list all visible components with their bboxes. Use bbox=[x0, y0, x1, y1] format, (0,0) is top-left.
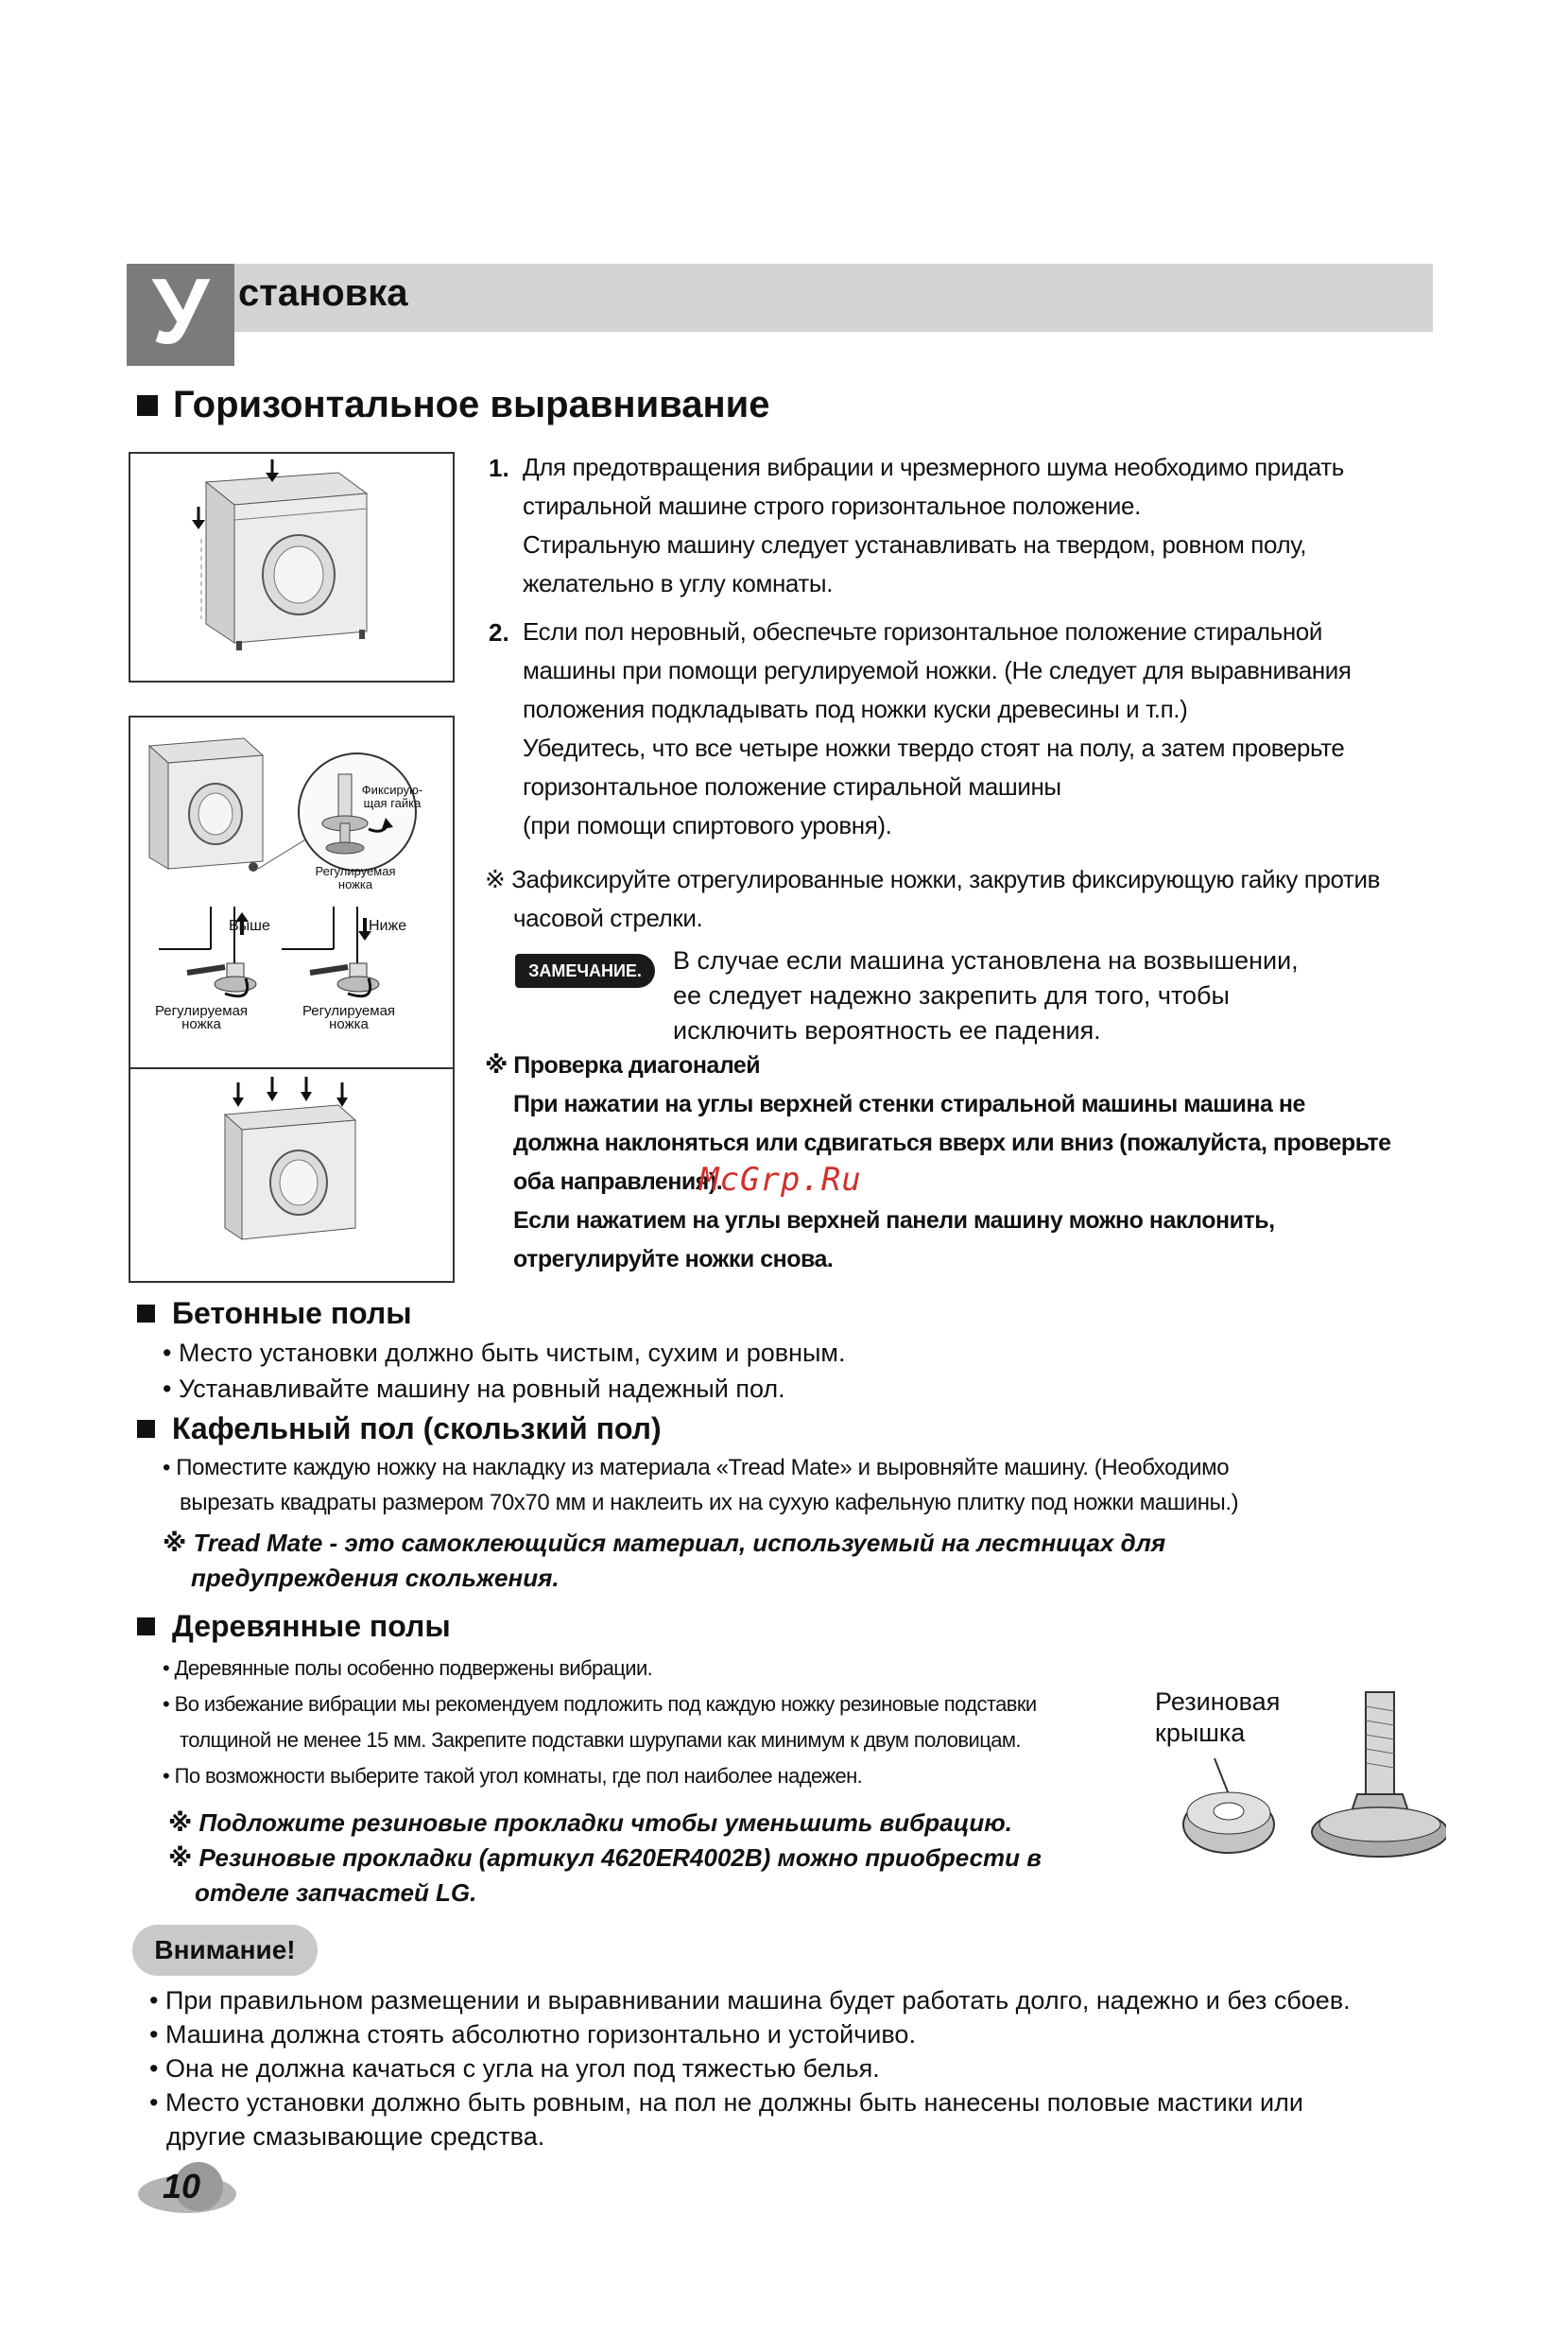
attention-list bbox=[149, 1983, 1351, 2153]
list-item: • Место установки должно быть ровным, на пол не должны быть нанесены половые мастики или bbox=[149, 2088, 1303, 2117]
text-line: ее следует надежно закрепить для того, чтобы bbox=[673, 981, 1230, 1010]
higher-label: Выше bbox=[229, 918, 270, 934]
text-line: Если нажатием на углы верхней панели машину можно наклонить, bbox=[513, 1207, 1275, 1234]
section-title-text: Деревянные полы bbox=[172, 1609, 451, 1643]
adjustable-foot-label-right: Регулируемая ножка bbox=[302, 1003, 396, 1032]
square-bullet-icon bbox=[137, 1420, 155, 1438]
step-1-text bbox=[523, 448, 1344, 603]
watermark: McGrp.Ru bbox=[699, 1161, 862, 1199]
fix-note bbox=[485, 860, 1380, 938]
concrete-list bbox=[163, 1335, 846, 1407]
text-line: должна наклоняться или сдвигаться вверх или вниз (пожалуйста, проверьте bbox=[513, 1130, 1391, 1156]
section-title-text: Кафельный пол (скользкий пол) bbox=[172, 1411, 662, 1445]
text-line: положения подкладывать под ножки куски древесины и т.п.) bbox=[523, 695, 1188, 723]
text-line: крышка bbox=[1155, 1719, 1246, 1747]
text-line: Для предотвращения вибрации и чрезмерного шума необходимо придать bbox=[523, 453, 1344, 481]
square-bullet-icon bbox=[137, 395, 158, 416]
text-line: Если пол неровный, обеспечьте горизонтальное положение стиральной bbox=[523, 617, 1322, 646]
text-line: исключить вероятность ее падения. bbox=[673, 1016, 1101, 1045]
note-badge: ЗАМЕЧАНИЕ. bbox=[515, 954, 655, 988]
header-initial-letter: У bbox=[127, 264, 234, 366]
section-tile-floor bbox=[137, 1411, 662, 1446]
text-line: стиральной машине строго горизонтальное положение. bbox=[523, 492, 1141, 520]
note-text bbox=[673, 943, 1299, 1048]
list-item: • При правильном размещении и выравнивании машина будет работать долго, надежно и без сбоев. bbox=[149, 1986, 1351, 2015]
text-line: ※ Подложите резиновые прокладки чтобы уменьшить вибрацию. bbox=[168, 1808, 1012, 1837]
list-item: • Она не должна качаться с угла на угол под тяжестью белья. bbox=[149, 2054, 880, 2083]
figure-washer-level bbox=[129, 452, 455, 683]
wood-note bbox=[168, 1806, 1042, 1911]
text-line: ※ Tread Mate - это самоклеющийся материал, используемый на лестницах для bbox=[163, 1529, 1166, 1557]
section-title-text: Бетонные полы bbox=[172, 1296, 412, 1330]
text-line: желательно в углу комнаты. bbox=[523, 569, 834, 597]
text-line: оба направления). bbox=[513, 1168, 723, 1195]
tile-text bbox=[163, 1450, 1238, 1520]
text-line: Убедитесь, что все четыре ножки твердо стоят на полу, а затем проверьте bbox=[523, 734, 1345, 762]
lower-label: Ниже bbox=[369, 918, 407, 934]
text-line: машины при помощи регулируемой ножки. (Не следует для выравнивания bbox=[523, 656, 1352, 684]
rubber-cap-icon bbox=[1172, 1683, 1446, 1872]
text-line: • Во избежание вибрации мы рекомендуем подложить под каждую ножку резиновые подставки bbox=[163, 1692, 1037, 1716]
figure-divider bbox=[130, 1067, 453, 1069]
adjustable-foot-label-left: Регулируемая ножка bbox=[154, 1003, 249, 1032]
step-number: 2. bbox=[489, 618, 509, 647]
text-line: • По возможности выберите такой угол комнаты, где пол наиболее надежен. bbox=[163, 1764, 863, 1788]
step-2-text bbox=[523, 613, 1352, 845]
text-line: отделе запчастей LG. bbox=[195, 1878, 477, 1907]
list-item: • Место установки должно быть чистым, сухим и ровным. bbox=[163, 1339, 846, 1367]
text-line: Стиральную машину следует устанавливать на твердом, ровном полу, bbox=[523, 530, 1307, 559]
text-line: (при помощи спиртового уровня). bbox=[523, 811, 892, 839]
text-line: ※ Резиновые прокладки (артикул 4620ER4002B) можно приобрести в bbox=[168, 1843, 1042, 1872]
list-item: • Устанавливайте машину на ровный надежный пол. bbox=[163, 1375, 785, 1403]
text-line: • Деревянные полы особенно подвержены вибрации. bbox=[163, 1656, 653, 1680]
adjustable-foot-label-top: Регулируемая ножка bbox=[315, 864, 396, 891]
text-line: предупреждения скольжения. bbox=[191, 1564, 560, 1592]
attention-badge: Внимание! bbox=[132, 1925, 318, 1976]
text-line: При нажатии на углы верхней стенки стиральной машины машина не bbox=[513, 1091, 1305, 1117]
section-title-leveling bbox=[137, 384, 769, 426]
text-line: отрегулируйте ножки снова. bbox=[513, 1246, 834, 1272]
list-item: другие смазывающие средства. bbox=[166, 2122, 545, 2151]
diagonal-check-text bbox=[513, 1085, 1391, 1279]
square-bullet-icon bbox=[137, 1617, 155, 1635]
list-item: • Машина должна стоять абсолютно горизонтально и устойчиво. bbox=[149, 2020, 916, 2049]
text-line: ※ Зафиксируйте отрегулированные ножки, закрутив фиксирующую гайку против bbox=[485, 865, 1381, 893]
text-line: толщиной не менее 15 мм. Закрепите подставки шурупами как минимум к двум половицам. bbox=[180, 1728, 1021, 1752]
text-line: Резиновая bbox=[1155, 1687, 1281, 1716]
tile-note bbox=[163, 1526, 1165, 1596]
section-concrete-floors bbox=[137, 1296, 412, 1331]
wood-text bbox=[163, 1651, 1037, 1794]
text-line: • Поместите каждую ножку на накладку из материала «Tread Mate» и выровняйте машину. (Необходимо bbox=[163, 1455, 1230, 1480]
page-title: становка bbox=[238, 272, 408, 314]
section-title-text: Горизонтальное выравнивание bbox=[173, 384, 770, 425]
square-bullet-icon bbox=[137, 1305, 155, 1323]
page-number: 10 bbox=[163, 2167, 201, 2205]
text-line: В случае если машина установлена на возвышении, bbox=[673, 946, 1299, 975]
figure-foot-adjustment bbox=[129, 716, 455, 1283]
section-wood-floors bbox=[137, 1609, 451, 1644]
text-line: вырезать квадраты размером 70x70 мм и наклеить их на сухую кафельную плитку под ножки машины.) bbox=[180, 1490, 1239, 1515]
washer-illustration bbox=[130, 454, 453, 681]
text-line: часовой стрелки. bbox=[513, 904, 703, 932]
step-number: 1. bbox=[489, 454, 509, 482]
diagonal-check-title: ※ Проверка диагоналей bbox=[485, 1052, 761, 1079]
text-line: горизонтальное положение стиральной машины bbox=[523, 772, 1061, 801]
lock-nut-label: Фиксирую-щая гайка bbox=[361, 783, 423, 810]
